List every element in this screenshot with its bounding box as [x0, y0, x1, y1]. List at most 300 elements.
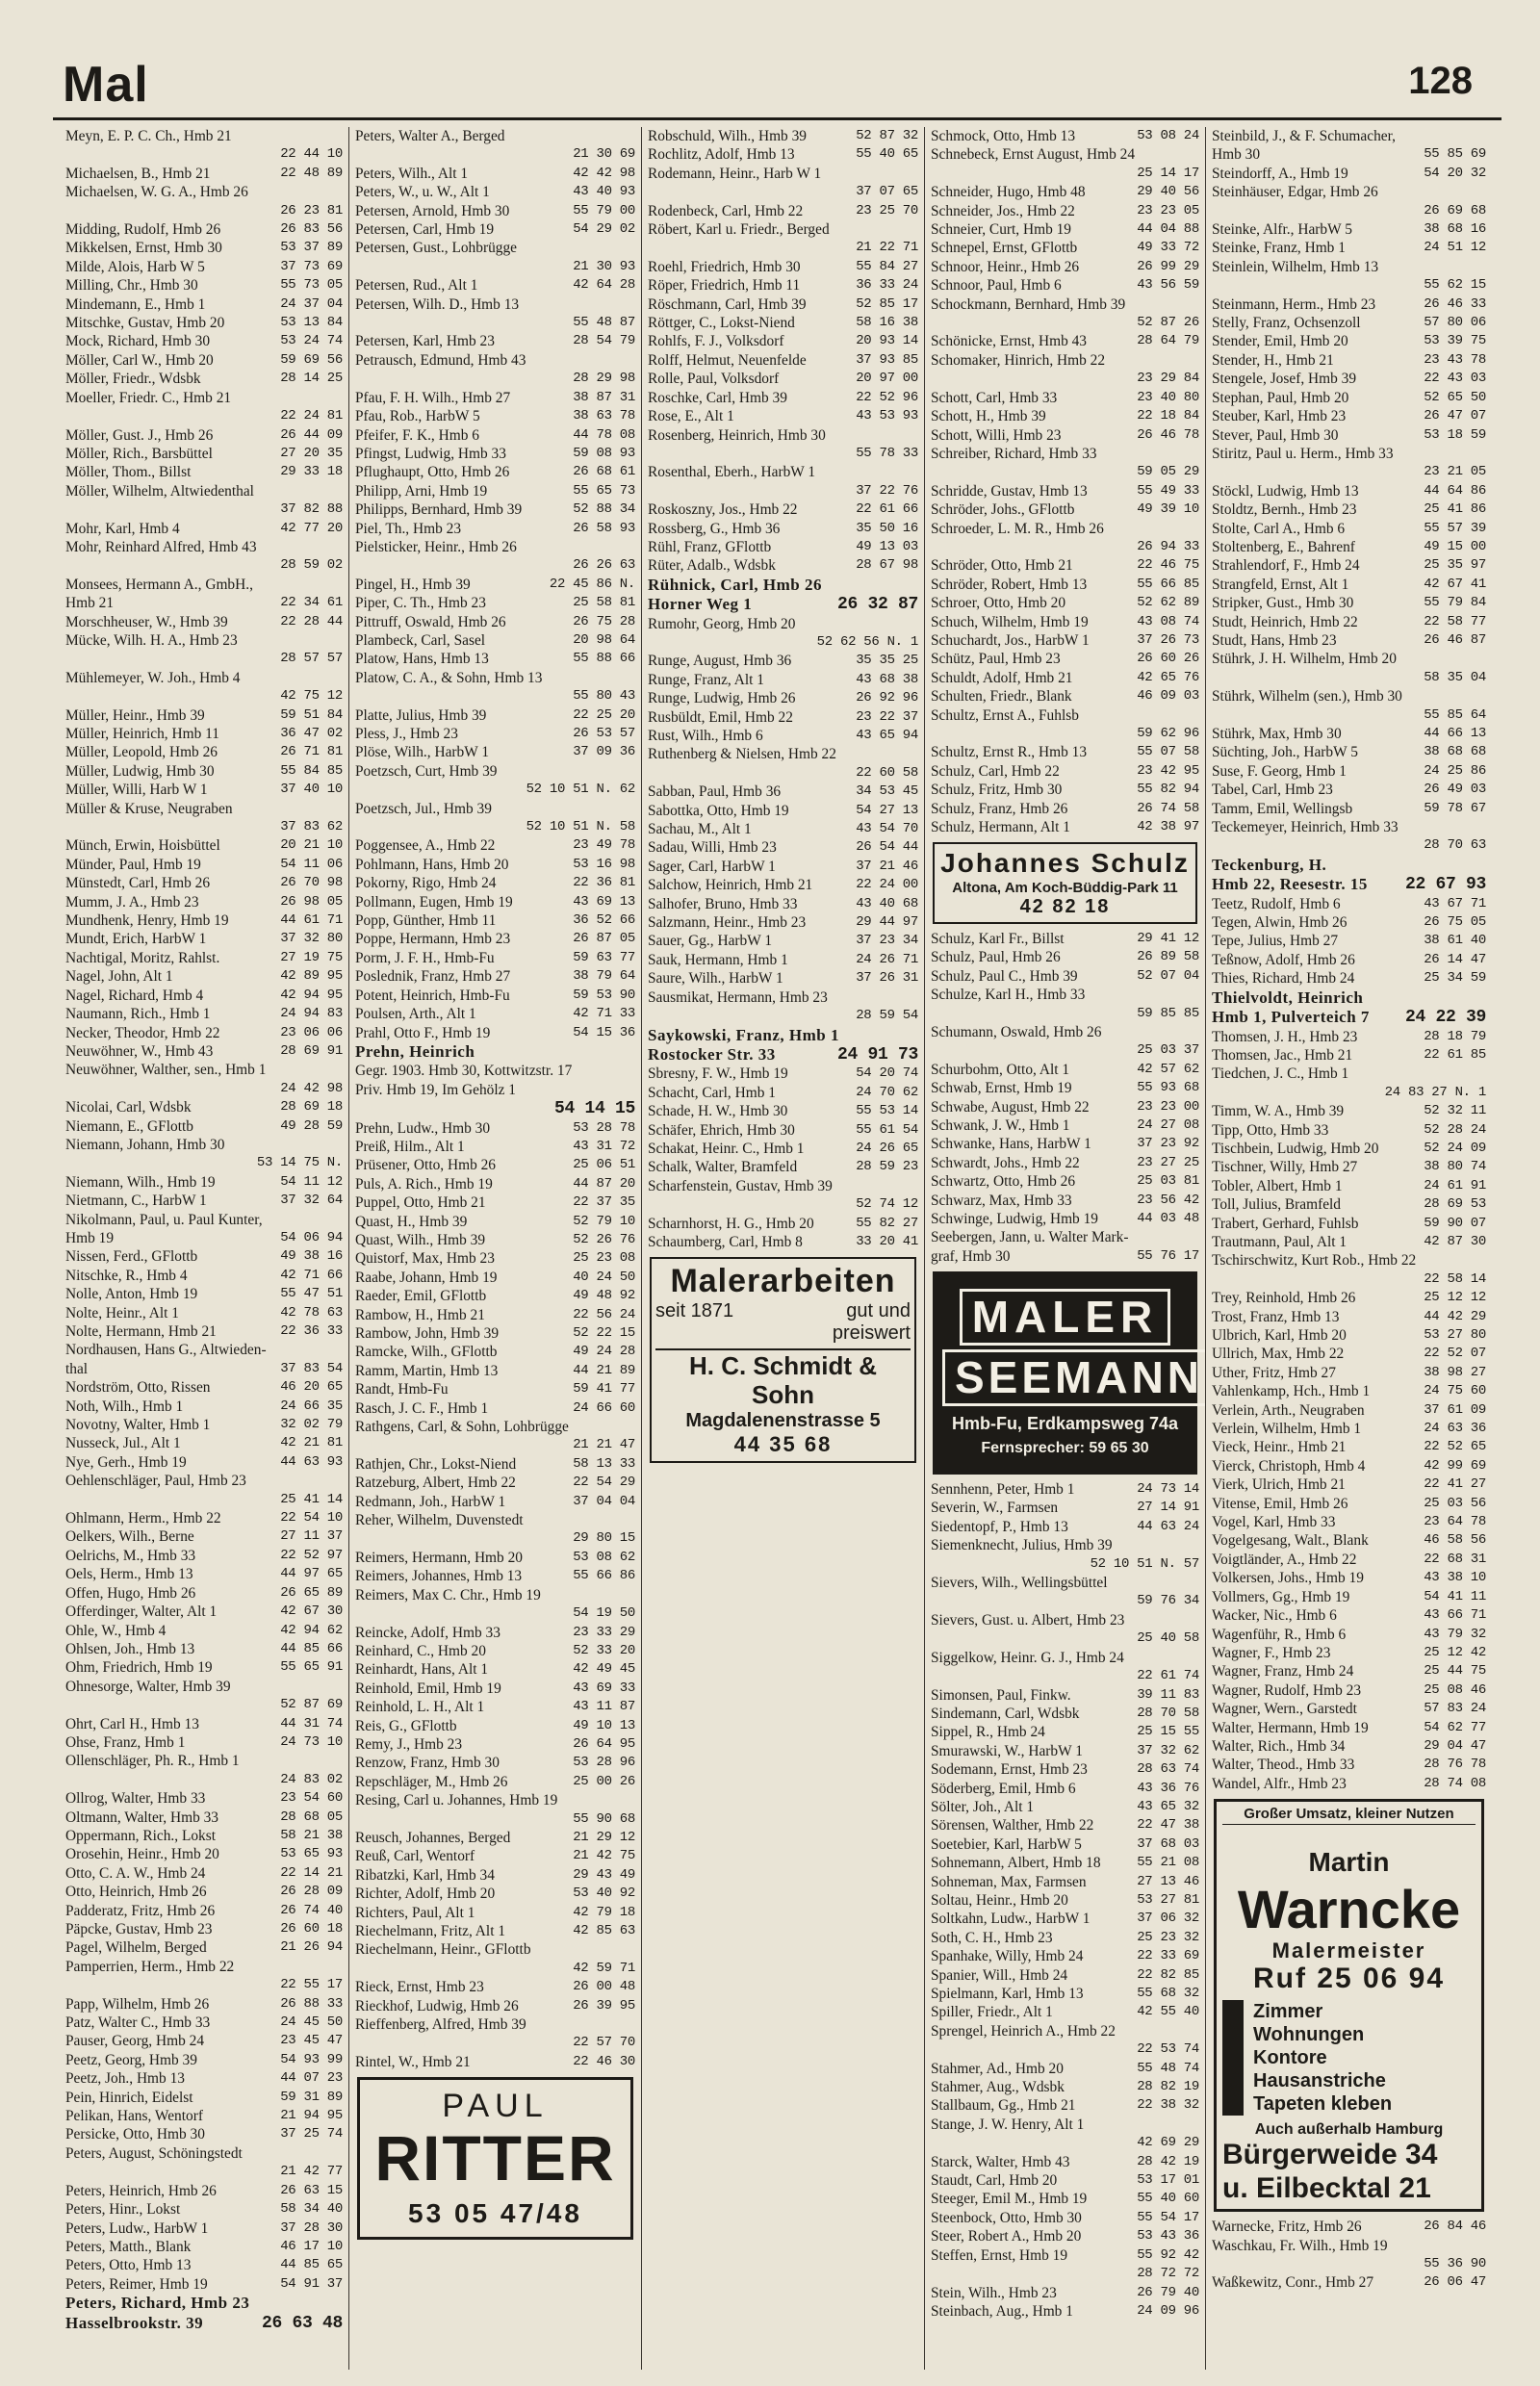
directory-entry: [1212, 389, 1486, 407]
entry-name: [355, 1437, 359, 1453]
entry-phone: 52 10 51 N. 58: [526, 819, 635, 835]
directory-entry: [1212, 1700, 1486, 1718]
entry-name: Midding, Rudolf, Hmb 26: [65, 221, 221, 239]
directory-entry: [1212, 370, 1486, 388]
directory-entry: [65, 258, 343, 276]
directory-entry: [355, 1660, 635, 1679]
directory-entry: [355, 2015, 635, 2034]
entry-name: Schnoor, Heinr., Hmb 26: [931, 258, 1080, 275]
directory-entry: [1212, 875, 1486, 894]
entry-name: Schalk, Walter, Bramfeld: [648, 1159, 798, 1176]
directory-entry: [355, 743, 635, 761]
directory-entry: [1212, 1140, 1486, 1158]
entry-name: Schulz, Franz, Hmb 26: [931, 800, 1068, 817]
entry-name: Reincke, Adolf, Hmb 33: [355, 1624, 500, 1641]
entry-phone: 43 40 93: [573, 184, 635, 200]
directory-entry: [931, 1780, 1199, 1798]
entry-name: Thies, Richard, Hmb 24: [1212, 970, 1355, 988]
directory-entry: [648, 1140, 918, 1158]
entry-name: Trautmann, Paul, Alt 1: [1212, 1233, 1348, 1250]
entry-phone: 22 44 10: [280, 146, 343, 163]
entry-name: Platte, Julius, Hmb 39: [355, 706, 487, 724]
entry-phone: 52 07 04: [1137, 967, 1199, 984]
entry-phone: 24 83 02: [280, 1771, 343, 1787]
directory-entry: [65, 482, 343, 500]
directory-entry: [65, 706, 343, 725]
directory-entry: [65, 2182, 343, 2200]
entry-name: [355, 688, 359, 705]
directory-entry: [648, 332, 918, 350]
directory-entry: [1212, 276, 1486, 295]
entry-name: [931, 1630, 935, 1647]
entry-name: [648, 634, 652, 651]
entry-phone: 24 73 14: [1137, 1481, 1199, 1498]
directory-entry: [931, 1116, 1199, 1135]
directory-entry: [65, 1527, 343, 1546]
entry-name: Hmb 1, Pulverteich 7: [1212, 1008, 1370, 1027]
entry-phone: 36 52 66: [573, 912, 635, 929]
entry-phone: 53 40 92: [573, 1886, 635, 1902]
ad-service-item: Tapeten kleben: [1253, 2092, 1393, 2115]
directory-entry: [648, 783, 918, 801]
entry-name: Tepe, Julius, Hmb 27: [1212, 933, 1339, 950]
entry-phone: 55 54 17: [1137, 2209, 1199, 2225]
directory-entry: [65, 1061, 343, 1079]
directory-entry: [931, 2190, 1199, 2208]
entry-name: Nikolmann, Paul, u. Paul Kunter,: [65, 1211, 263, 1228]
directory-entry: [931, 1985, 1199, 2003]
directory-entry: [355, 276, 635, 295]
directory-entry: [65, 165, 343, 183]
directory-entry: [931, 576, 1199, 594]
entry-name: Reimers, Hermann, Hmb 20: [355, 1549, 523, 1566]
entry-phone: 52 87 26: [1137, 315, 1199, 331]
directory-entry: [931, 1079, 1199, 1097]
entry-name: Vieck, Heinr., Hmb 21: [1212, 1439, 1347, 1456]
directory-entry: [931, 1854, 1199, 1872]
entry-name: Rüter, Adalb., Wdsbk: [648, 557, 776, 575]
entry-name: Rosenthal, Eberh., HarbW 1: [648, 464, 816, 481]
directory-entry: [1212, 1495, 1486, 1513]
entry-name: Runge, August, Hmb 36: [648, 653, 792, 670]
entry-name: Priv. Hmb 19, Im Gehölz 1: [355, 1081, 516, 1098]
entry-name: Teckenburg, H.: [1212, 855, 1327, 874]
entry-phone: 43 31 72: [573, 1138, 635, 1154]
entry-name: Strangfeld, Ernst, Alt 1: [1212, 576, 1349, 593]
directory-entry: [931, 1480, 1199, 1499]
entry-phone: 28 42 19: [1137, 2153, 1199, 2169]
entry-phone: 25 03 37: [1137, 1042, 1199, 1059]
entry-phone: 24 63 36: [1424, 1421, 1486, 1437]
entry-name: Offerdinger, Walter, Alt 1: [65, 1603, 218, 1621]
entry-phone: 59 31 89: [280, 2089, 343, 2105]
entry-phone: 53 65 93: [280, 1846, 343, 1862]
entry-phone: 26 83 56: [280, 221, 343, 238]
directory-entry: [65, 576, 343, 594]
directory-entry: [65, 1398, 343, 1416]
ad-decorative-bar: [1222, 2000, 1244, 2116]
entry-phone: 22 52 97: [280, 1547, 343, 1563]
entry-phone: 37 82 88: [280, 501, 343, 518]
entry-phone: 26 14 47: [1424, 951, 1486, 967]
entry-name: Stever, Paul, Hmb 30: [1212, 426, 1339, 444]
entry-name: Stripker, Gust., Hmb 30: [1212, 595, 1354, 612]
directory-entry: [648, 127, 918, 145]
entry-phone: 26 49 03: [1424, 782, 1486, 798]
entry-name: Reher, Wilhelm, Duvenstedt: [355, 1512, 524, 1529]
entry-name: Peters, Otto, Hmb 13: [65, 2257, 192, 2274]
entry-phone: 37 04 04: [573, 1493, 635, 1509]
entry-name: Steinke, Franz, Hmb 1: [1212, 240, 1346, 257]
entry-name: [355, 819, 359, 835]
entry-name: Papp, Wilhelm, Hmb 26: [65, 1995, 210, 2013]
directory-entry: [931, 520, 1199, 538]
entry-phone: 22 58 77: [1424, 613, 1486, 629]
ad-last-name: Warncke: [1237, 1879, 1461, 1940]
entry-name: Ollenschläger, Ph. R., Hmb 1: [65, 1753, 240, 1770]
directory-entry: [65, 1733, 343, 1752]
entry-phone: 49 10 13: [573, 1717, 635, 1733]
entry-name: Tischner, Willy, Hmb 27: [1212, 1159, 1358, 1176]
entry-phone: 53 28 78: [573, 1119, 635, 1136]
entry-phone: 20 21 10: [280, 837, 343, 854]
entry-name: Porm, J. F. H., Hmb-Fu: [355, 949, 495, 966]
entry-name: Schulz, Paul, Hmb 26: [931, 949, 1061, 966]
directory-entry: [65, 967, 343, 986]
entry-phone: 44 21 89: [573, 1362, 635, 1378]
directory-entry: [648, 689, 918, 707]
entry-phone: 54 62 77: [1424, 1719, 1486, 1735]
entry-name: Schuchardt, Jos., HarbW 1: [931, 631, 1090, 649]
entry-name: Raeder, Emil, GFlottb: [355, 1288, 487, 1305]
directory-entry: [931, 1891, 1199, 1910]
entry-phone: 22 57 70: [573, 2035, 635, 2051]
directory-entry: [1212, 856, 1486, 875]
entry-phone: 55 76 17: [1137, 1247, 1199, 1264]
entry-name: Salzmann, Heinr., Hmb 23: [648, 914, 807, 932]
directory-entry: [1212, 631, 1486, 650]
entry-name: [931, 2041, 935, 2058]
entry-name: Oppermann, Rich., Lokst: [65, 1827, 217, 1844]
entry-name: Sodemann, Ernst, Hmb 23: [931, 1761, 1088, 1779]
entry-name: Oelkers, Wilh., Berne: [65, 1528, 194, 1546]
directory-entry: [355, 2034, 635, 2052]
entry-phone: 59 08 93: [573, 445, 635, 461]
directory-entry: [648, 1233, 918, 1251]
directory-entry: [355, 165, 635, 183]
entry-phone: 24 61 91: [1424, 1177, 1486, 1193]
directory-entry: [648, 802, 918, 820]
entry-name: Ohrt, Carl H., Hmb 13: [65, 1715, 199, 1732]
directory-entry: [648, 202, 918, 220]
entry-phone: 42 79 18: [573, 1904, 635, 1920]
entry-name: Ribatzki, Karl, Hmb 34: [355, 1866, 495, 1884]
entry-phone: 53 14 75 N.: [256, 1155, 343, 1171]
directory-entry: [65, 1360, 343, 1378]
entry-name: Poslednik, Franz, Hmb 27: [355, 968, 511, 986]
entry-phone: 33 20 41: [856, 1233, 918, 1249]
entry-phone: 37 40 10: [280, 782, 343, 798]
entry-name: Trabert, Gerhard, Fuhlsb: [1212, 1215, 1359, 1232]
entry-phone: 42 42 98: [573, 165, 635, 181]
entry-name: Ollrog, Walter, Hmb 33: [65, 1790, 206, 1808]
ad-headline: Malerarbeiten: [670, 1263, 896, 1300]
entry-name: [65, 1492, 69, 1508]
directory-entry: [648, 1045, 918, 1065]
directory-entry: [355, 650, 635, 668]
directory-entry: [65, 2051, 343, 2069]
entry-name: Hmb 30: [1212, 146, 1261, 164]
ad-phone: 44 35 68: [733, 1432, 833, 1457]
entry-name: Schwarz, Max, Hmb 33: [931, 1192, 1072, 1209]
entry-name: Mücke, Wilh. H. A., Hmb 23: [65, 631, 238, 649]
entry-name: Thomsen, Jac., Hmb 21: [1212, 1046, 1353, 1064]
entry-name: Offen, Hugo, Hmb 26: [65, 1584, 196, 1602]
entry-name: [648, 1196, 652, 1213]
entry-phone: 22 52 96: [856, 389, 918, 405]
entry-name: Neuwöhner, W., Hmb 43: [65, 1042, 214, 1060]
entry-phone: 55 85 69: [1424, 146, 1486, 163]
entry-name: Peters, Richard, Hmb 23: [65, 2294, 250, 2313]
advertisement-paul-ritter: [357, 2077, 633, 2240]
entry-name: Vitense, Emil, Hmb 26: [1212, 1495, 1348, 1512]
entry-phone: 25 03 56: [1424, 1495, 1486, 1511]
entry-name: Sievers, Gust. u. Albert, Hmb 23: [931, 1611, 1125, 1629]
directory-entry: [931, 1929, 1199, 1947]
directory-entry: [65, 2069, 343, 2088]
directory-entry: [65, 1640, 343, 1658]
entry-name: Peters, Matth., Blank: [65, 2238, 192, 2255]
directory-entry: [1212, 576, 1486, 594]
entry-phone: 55 66 86: [573, 1568, 635, 1584]
directory-entry: [355, 295, 635, 314]
entry-name: Ruthenberg & Nielsen, Hmb 22: [648, 746, 836, 763]
entry-name: Rambow, John, Hmb 39: [355, 1325, 500, 1342]
directory-entry: [65, 1154, 343, 1172]
ad-slogan: Großer Umsatz, kleiner Nutzen: [1222, 1806, 1476, 1825]
entry-name: [355, 1099, 360, 1117]
directory-entry: [355, 426, 635, 445]
directory-entry: [65, 1378, 343, 1397]
directory-entry: [1212, 500, 1486, 519]
directory-entry: [1212, 1270, 1486, 1289]
entry-name: Schönicke, Ernst, Hmb 43: [931, 333, 1088, 350]
directory-entry: [931, 2078, 1199, 2096]
entry-phone: 42 64 28: [573, 277, 635, 294]
entry-name: Walter, Theod., Hmb 33: [1212, 1757, 1355, 1774]
entry-name: Reinhold, Emil, Hmb 19: [355, 1680, 501, 1697]
directory-entry: [1212, 687, 1486, 706]
entry-name: Sölter, Joh., Alt 1: [931, 1798, 1035, 1815]
directory-entry: [1212, 407, 1486, 425]
entry-phone: 52 88 34: [573, 501, 635, 518]
entry-name: Roehl, Friedrich, Hmb 30: [648, 258, 801, 275]
ad-since-row: [655, 1300, 911, 1345]
directory-entry: [65, 1938, 343, 1957]
directory-entry: [355, 1062, 635, 1080]
entry-phone: 52 65 50: [1424, 389, 1486, 405]
entry-name: Spielmann, Karl, Hmb 13: [931, 1986, 1084, 2003]
entry-phone: 54 20 74: [856, 1065, 918, 1082]
directory-entry: [931, 463, 1199, 481]
directory-entry: [931, 1947, 1199, 1965]
directory-entry: [648, 932, 918, 950]
ad-tagline-1: gut und: [846, 1300, 911, 1322]
entry-phone: 46 09 03: [1137, 688, 1199, 705]
entry-phone: 21 29 12: [573, 1829, 635, 1845]
entry-phone: 24 66 60: [573, 1399, 635, 1416]
ad-last-name: RITTER: [374, 2122, 616, 2194]
entry-phone: 26 79 40: [1137, 2284, 1199, 2300]
entry-name: Richters, Paul, Alt 1: [355, 1904, 475, 1921]
entry-phone: 44 04 88: [1137, 221, 1199, 238]
entry-name: Röttger, C., Lokst-Niend: [648, 315, 795, 332]
entry-phone: 25 44 75: [1424, 1663, 1486, 1680]
directory-entry: [1212, 1681, 1486, 1700]
entry-name: Morschheuser, W., Hmb 39: [65, 613, 228, 630]
entry-phone: 27 20 35: [280, 445, 343, 461]
entry-name: Stührk, Wilhelm (sen.), Hmb 30: [1212, 688, 1402, 706]
entry-phone: 54 41 11: [1424, 1588, 1486, 1604]
entry-name: Schreiber, Richard, Hmb 33: [931, 445, 1097, 462]
directory-entry: [648, 1195, 918, 1214]
entry-phone: 25 23 08: [573, 1250, 635, 1267]
entry-name: [931, 166, 935, 182]
directory-entry: [1212, 2237, 1486, 2255]
entry-name: Waßkewitz, Conr., Hmb 27: [1212, 2274, 1374, 2292]
ad-services: [1222, 2000, 1476, 2116]
directory-entry: [648, 520, 918, 538]
directory-entry: [648, 145, 918, 164]
directory-entry: [1212, 1475, 1486, 1494]
directory-entry: [648, 652, 918, 670]
entry-name: Otto, C. A. W., Hmb 24: [65, 1864, 206, 1882]
directory-entry: [648, 1065, 918, 1083]
entry-phone: 21 21 47: [573, 1437, 635, 1453]
entry-name: Orosehin, Heinr., Hmb 20: [65, 1846, 219, 1863]
entry-name: Stiritz, Paul u. Herm., Hmb 33: [1212, 445, 1394, 462]
entry-name: Hmb 21: [65, 595, 115, 612]
directory-entry: [355, 1138, 635, 1156]
entry-name: Walter, Rich., Hmb 34: [1212, 1737, 1346, 1755]
entry-name: Schurbohm, Otto, Alt 1: [931, 1061, 1070, 1078]
directory-entry: [65, 1416, 343, 1434]
directory-entry: [355, 949, 635, 967]
entry-phone: 54 19 50: [573, 1605, 635, 1622]
entry-name: Raabe, Johann, Hmb 19: [355, 1269, 498, 1286]
entry-name: Platow, C. A., & Sohn, Hmb 13: [355, 669, 543, 686]
directory-entry: [65, 1696, 343, 1714]
entry-name: Ohse, Franz, Hmb 1: [65, 1733, 186, 1751]
entry-name: Schroeder, L. M. R., Hmb 26: [931, 520, 1104, 537]
entry-phone: 23 54 60: [280, 1790, 343, 1807]
directory-entry: [65, 295, 343, 314]
entry-name: [65, 1155, 69, 1171]
entry-phone: 43 40 68: [856, 895, 918, 911]
entry-phone: 25 34 59: [1424, 970, 1486, 987]
entry-name: Schnoor, Paul, Hmb 6: [931, 277, 1062, 295]
entry-name: Stoltenberg, E., Bahrenf: [1212, 538, 1355, 555]
directory-entry: [648, 895, 918, 913]
entry-phone: 44 07 23: [280, 2070, 343, 2087]
directory-entry: [931, 613, 1199, 631]
directory-entry: [355, 220, 635, 239]
entry-phone: 28 82 19: [1137, 2079, 1199, 2095]
entry-phone: 55 53 14: [856, 1103, 918, 1119]
entry-phone: 29 44 97: [856, 914, 918, 931]
directory-entry: [931, 556, 1199, 575]
directory-entry: [1212, 538, 1486, 556]
directory-entry: [1212, 932, 1486, 950]
directory-entry: [355, 1978, 635, 1996]
entry-phone: 53 08 24: [1137, 128, 1199, 143]
directory-entry: [931, 1686, 1199, 1705]
directory-entry: [931, 314, 1199, 332]
directory-entry: [1212, 295, 1486, 314]
directory-entry: [355, 1829, 635, 1847]
ad-address: Hmb-Fu, Erdkampsweg 74a: [951, 1413, 1179, 1433]
entry-name: Spiller, Friedr., Alt 1: [931, 2004, 1053, 2021]
entry-name: Schwinge, Ludwig, Hmb 19: [931, 1210, 1098, 1227]
directory-entry: [355, 1847, 635, 1865]
directory-entry: [1212, 2273, 1486, 2292]
directory-entry: [65, 930, 343, 948]
entry-phone: 55 65 73: [573, 482, 635, 499]
entry-phone: 43 69 13: [573, 893, 635, 910]
entry-name: Vogelgesang, Walt., Blank: [1212, 1532, 1369, 1550]
entry-name: Piel, Th., Hmb 23: [355, 520, 462, 537]
directory-entry: [931, 2302, 1199, 2321]
entry-phone: 25 08 46: [1424, 1681, 1486, 1698]
entry-name: Poulsen, Arth., Alt 1: [355, 1006, 476, 1023]
entry-name: Redmann, Joh., HarbW 1: [355, 1493, 506, 1510]
entry-name: Ohle, W., Hmb 4: [65, 1622, 167, 1639]
ad-phone: Fernsprecher: 59 65 30: [981, 1439, 1149, 1456]
advertisement-schmidt-sohn: [650, 1257, 916, 1462]
entry-phone: 23 23 05: [1137, 202, 1199, 218]
entry-phone: 42 38 97: [1137, 819, 1199, 835]
entry-phone: 52 62 56 N. 1: [816, 633, 918, 650]
directory-entry: [65, 445, 343, 463]
directory-entry: [65, 2014, 343, 2032]
directory-entry: [65, 520, 343, 538]
entry-phone: 25 40 58: [1137, 1630, 1199, 1647]
entry-phone: 55 07 58: [1137, 744, 1199, 760]
entry-name: Pingel, H., Hmb 39: [355, 576, 471, 593]
entry-name: Oehlenschläger, Paul, Hmb 23: [65, 1473, 246, 1490]
entry-phone: 46 58 56: [1424, 1532, 1486, 1549]
entry-phone: 43 65 94: [856, 728, 918, 743]
entry-name: Siemenknecht, Julius, Hmb 39: [931, 1537, 1113, 1554]
entry-name: [355, 1605, 359, 1622]
entry-phone: 44 87 20: [573, 1175, 635, 1192]
directory-entry: [355, 1213, 635, 1231]
entry-name: Steinlein, Wilhelm, Hmb 13: [1212, 258, 1379, 275]
entry-phone: 38 87 31: [573, 389, 635, 405]
directory-entry: [65, 2144, 343, 2163]
entry-name: Röper, Friedrich, Hmb 11: [648, 277, 801, 295]
directory-entry: [65, 949, 343, 967]
directory-entry: [931, 2284, 1199, 2302]
directory-entry: [931, 407, 1199, 425]
entry-phone: 26 06 47: [1424, 2274, 1486, 2291]
directory-entry: [355, 1119, 635, 1138]
entry-name: Noth, Wilh., Hmb 1: [65, 1398, 184, 1415]
directory-entry: [1212, 1719, 1486, 1737]
entry-phone: 53 17 01: [1137, 2172, 1199, 2189]
entry-name: Teßnow, Adolf, Hmb 26: [1212, 951, 1355, 968]
entry-name: [931, 371, 935, 387]
